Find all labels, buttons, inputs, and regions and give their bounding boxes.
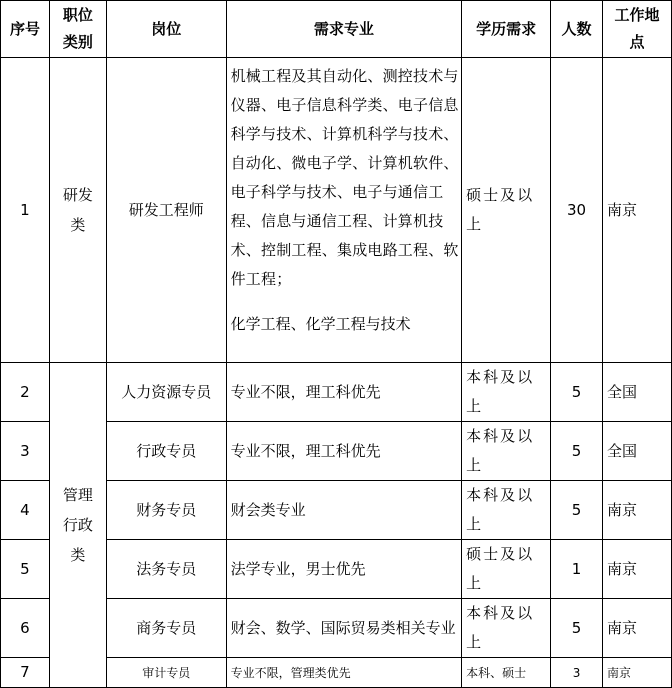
cell-major: 专业不限，理工科优先 xyxy=(226,422,462,481)
cell-location: 南京 xyxy=(602,658,671,688)
education-text: 本科及以上 xyxy=(466,368,535,415)
header-seq: 序号 xyxy=(1,1,50,58)
cell-count: 1 xyxy=(551,540,603,599)
education-text: 本科及以上 xyxy=(466,486,535,533)
cell-education xyxy=(462,540,551,599)
header-location-text: 工作地点 xyxy=(614,5,660,51)
cell-count: 5 xyxy=(551,422,603,481)
cell-seq: 5 xyxy=(1,540,50,599)
cell-seq: 1 xyxy=(1,58,50,363)
cell-seq: 6 xyxy=(1,599,50,658)
cell-position: 财务专员 xyxy=(106,481,226,540)
cell-major: 专业不限，理工科优先 xyxy=(226,363,462,422)
category-research: 研发类 xyxy=(62,186,93,234)
cell-education xyxy=(462,481,551,540)
education-text: 硕士及以上 xyxy=(466,545,535,592)
header-position: 岗位 xyxy=(106,1,226,58)
cell-location: 南京 xyxy=(602,540,671,599)
cell-seq: 7 xyxy=(1,658,50,688)
header-row xyxy=(1,1,672,58)
cell-position: 人力资源专员 xyxy=(106,363,226,422)
cell-category xyxy=(49,58,106,363)
cell-count: 5 xyxy=(551,599,603,658)
header-count: 人数 xyxy=(551,1,603,58)
header-location xyxy=(602,1,671,58)
table-row xyxy=(1,363,672,422)
cell-education xyxy=(462,422,551,481)
cell-seq: 4 xyxy=(1,481,50,540)
cell-major: 财会、数学、国际贸易类相关专业 xyxy=(226,599,462,658)
header-education: 学历需求 xyxy=(462,1,551,58)
education-text: 本科及以上 xyxy=(466,604,535,651)
cell-seq: 2 xyxy=(1,363,50,422)
cell-seq: 3 xyxy=(1,422,50,481)
cell-education xyxy=(462,363,551,422)
cell-position: 审计专员 xyxy=(106,658,226,688)
cell-location: 全国 xyxy=(602,363,671,422)
cell-count: 5 xyxy=(551,481,603,540)
cell-education xyxy=(462,599,551,658)
cell-category xyxy=(49,363,106,688)
major-text: 机械工程及其自动化、测控技术与仪器、电子信息科学类、电子信息科学与技术、计算机科学与技术、自动化、微电子学、计算机软件、电子科学与技术、电子与通信工程、信息与通信工程、计算机技术、控制工程、集成电路工程、软件工程； xyxy=(230,67,459,288)
cell-position: 行政专员 xyxy=(106,422,226,481)
cell-count: 5 xyxy=(551,363,603,422)
cell-count: 3 xyxy=(551,658,603,688)
cell-education xyxy=(462,58,551,363)
education-text: 硕士及以上 xyxy=(466,186,535,233)
cell-location: 南京 xyxy=(602,58,671,363)
cell-major: 法学专业，男士优先 xyxy=(226,540,462,599)
cell-position: 研发工程师 xyxy=(106,58,226,363)
table-row xyxy=(1,58,672,363)
cell-major: 专业不限，管理类优先 xyxy=(226,658,462,688)
header-category-text: 职位类别 xyxy=(62,5,93,51)
cell-position: 法务专员 xyxy=(106,540,226,599)
cell-location: 南京 xyxy=(602,481,671,540)
cell-count: 30 xyxy=(551,58,603,363)
cell-major xyxy=(226,58,462,363)
category-admin: 管理行政类 xyxy=(62,486,93,564)
education-text: 本科及以上 xyxy=(466,427,535,474)
header-major: 需求专业 xyxy=(226,1,462,58)
cell-location: 全国 xyxy=(602,422,671,481)
cell-location: 南京 xyxy=(602,599,671,658)
cell-major: 财会类专业 xyxy=(226,481,462,540)
cell-position: 商务专员 xyxy=(106,599,226,658)
major-extra-text: 化学工程、化学工程与技术 xyxy=(230,315,411,333)
header-category xyxy=(49,1,106,58)
cell-education: 本科、硕士 xyxy=(462,658,551,688)
